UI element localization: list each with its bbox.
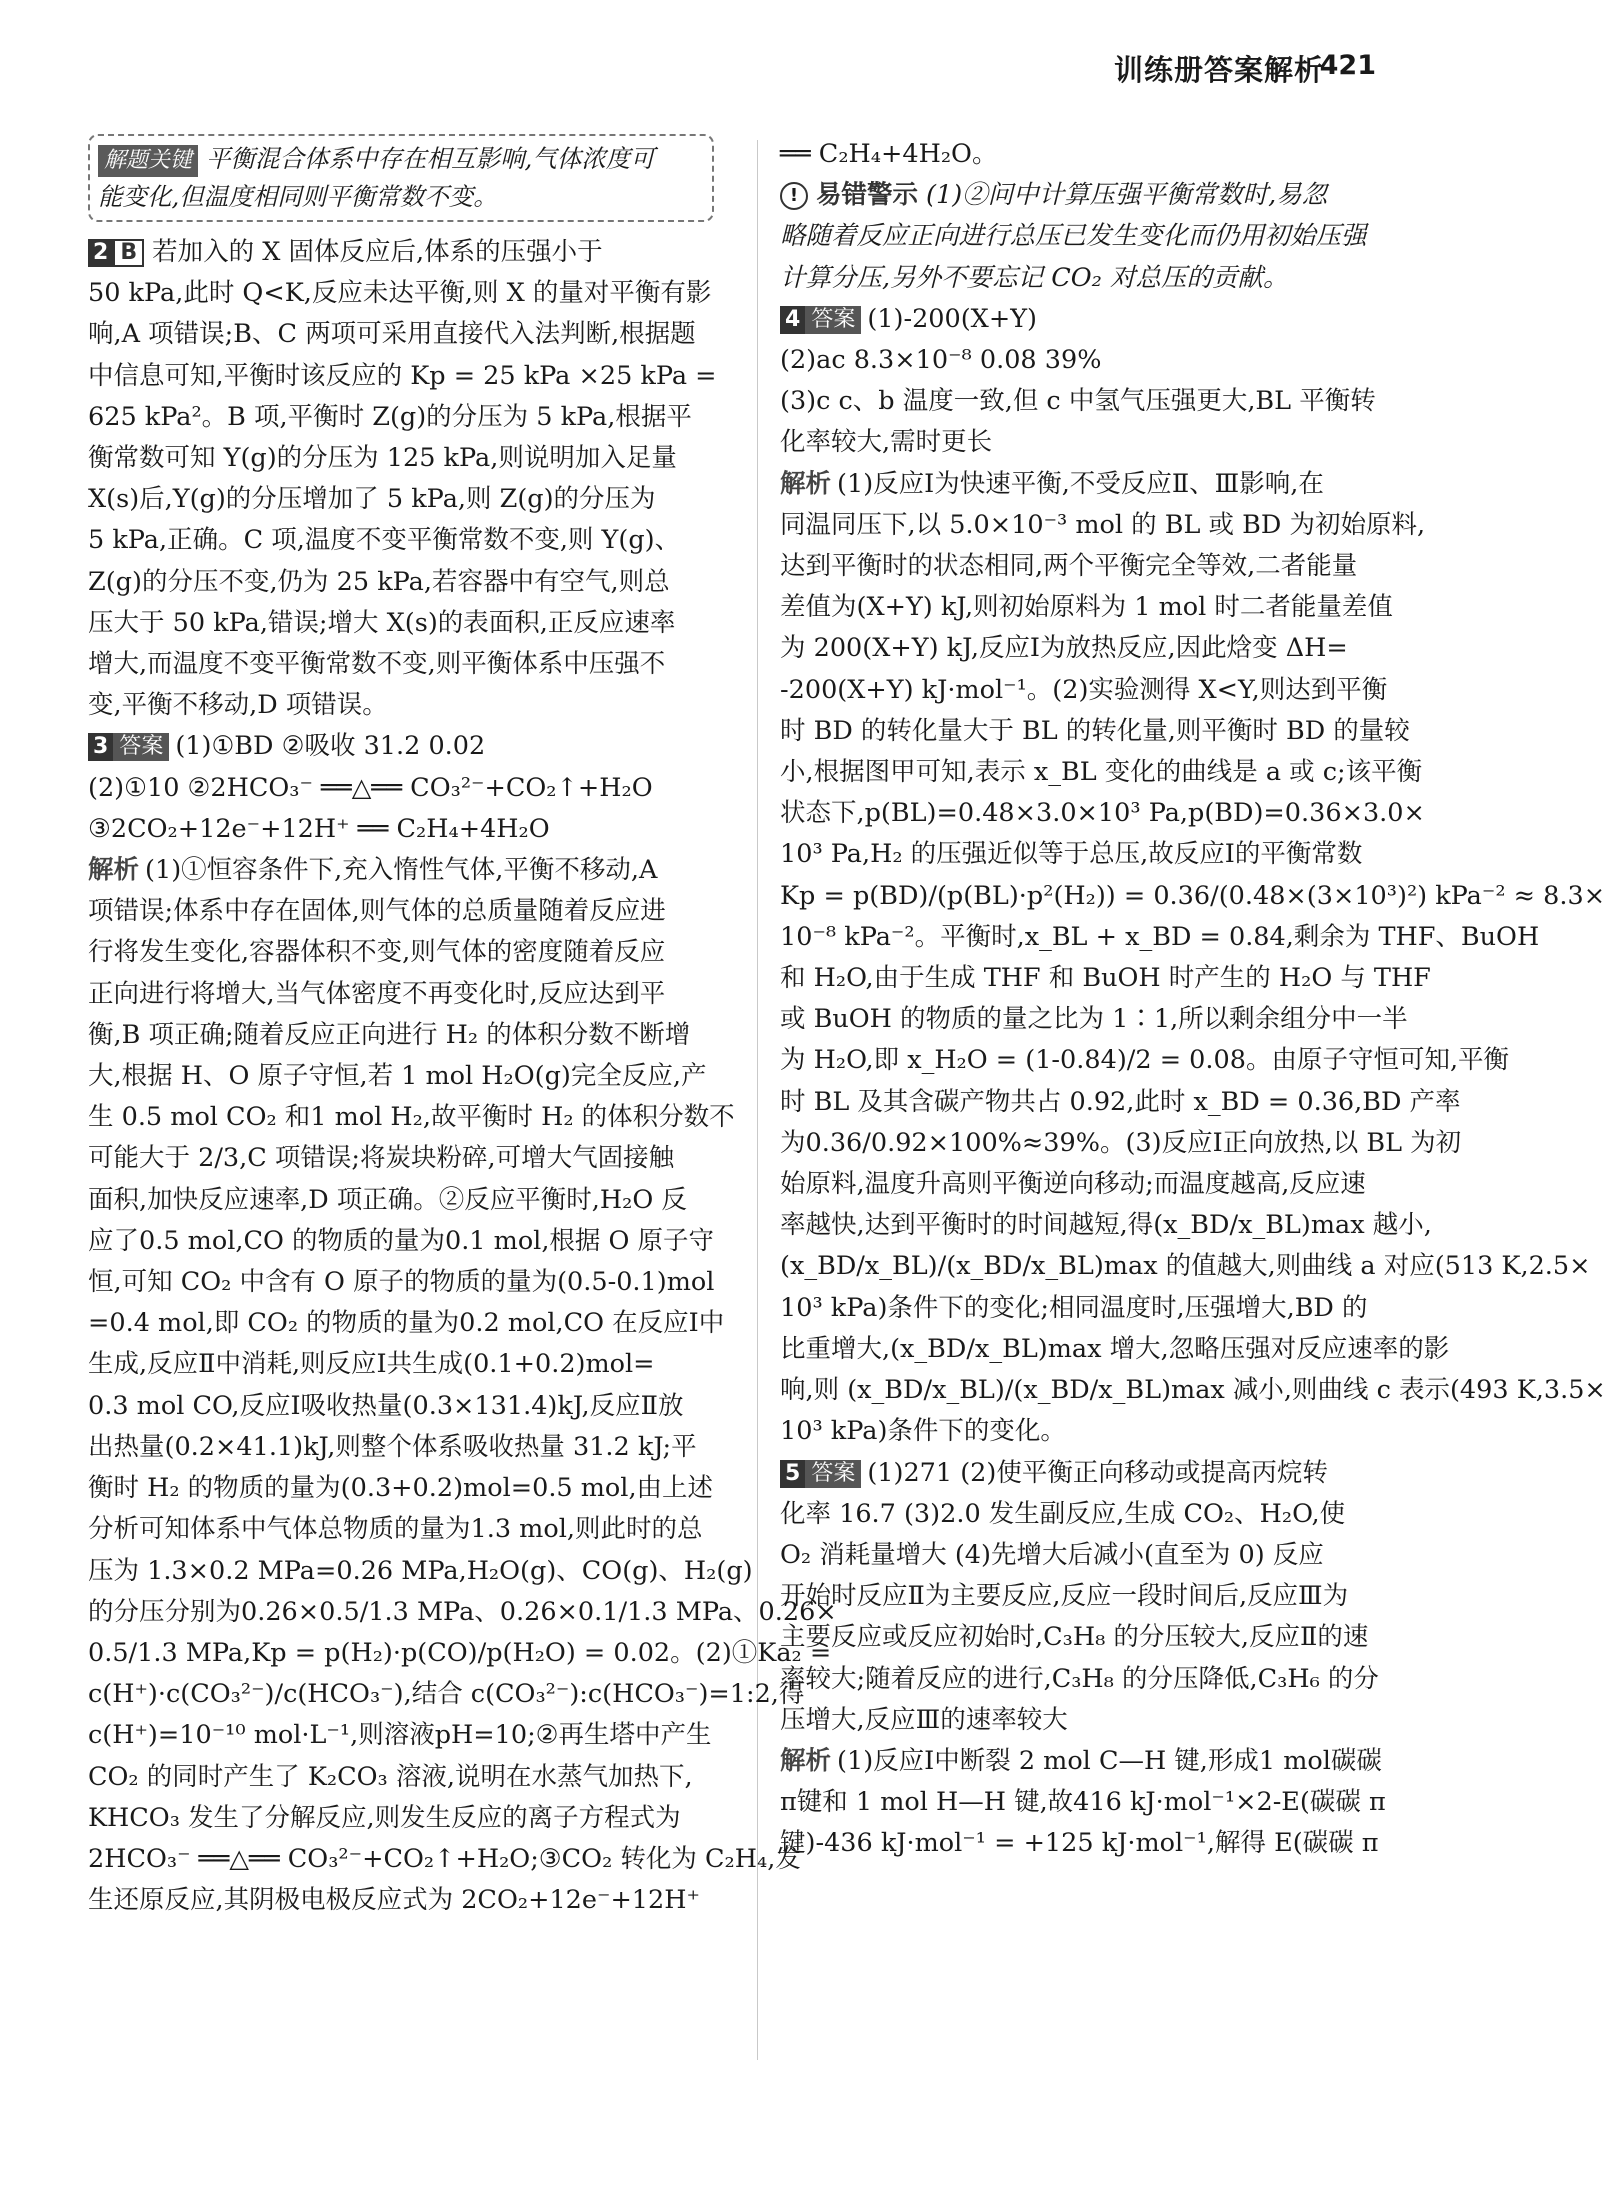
analysis-line: 应了0.5 mol,CO 的物质的量为0.1 mol,根据 O 原子守 xyxy=(88,1225,715,1256)
answer-letter: B xyxy=(113,239,144,267)
answer-label: 答案 xyxy=(113,733,169,761)
analysis-label: 解析 xyxy=(88,855,140,886)
analysis-line: 同温同压下,以 5.0×10⁻³ mol 的 BL 或 BD 为初始原料, xyxy=(780,509,1426,540)
analysis-line: =0.4 mol,即 CO₂ 的物质的量为0.2 mol,CO 在反应Ⅰ中 xyxy=(88,1308,725,1339)
text-line: 压大于 50 kPa,错误;增大 X(s)的表面积,正反应速率 xyxy=(88,607,676,638)
answer-line: O₂ 消耗量增大 (4)先增大后减小(直至为 0) 反应 xyxy=(780,1539,1324,1570)
text-line: 若加入的 X 固体反应后,体系的压强小于 xyxy=(152,237,603,267)
common-mistake-block xyxy=(780,175,1408,299)
analysis-line: 率越快,达到平衡时的时间越短,得(x_BD/x_BL)max 越小, xyxy=(780,1210,1432,1241)
question-number: 5 xyxy=(780,1460,805,1488)
analysis-line: 时 BD 的转化量大于 BL 的转化量,则平衡时 BD 的量较 xyxy=(780,715,1410,746)
tip-line: 平衡混合体系中存在相互影响,气体浓度可 xyxy=(206,144,655,173)
warning-icon: ! xyxy=(780,182,808,210)
right-column xyxy=(780,134,1606,1865)
analysis-line: KHCO₃ 发生了分解反应,则发生反应的离子方程式为 xyxy=(88,1802,681,1833)
key-tip-box xyxy=(88,134,714,222)
text-line: 衡常数可知 Y(g)的分压为 125 kPa,则说明加入足量 xyxy=(88,443,677,474)
analysis-line: 和 H₂O,由于生成 THF 和 BuOH 时产生的 H₂O 与 THF xyxy=(780,963,1431,994)
left-column xyxy=(88,134,837,1921)
answer-line: (1)①BD ②吸收 31.2 0.02 xyxy=(175,731,486,762)
analysis-line: 状态下,p(BL)=0.48×3.0×10³ Pa,p(BD)=0.36×3.0× xyxy=(780,798,1425,829)
question-3-block xyxy=(88,726,837,1921)
analysis-line: 的分压分别为0.26×0.5/1.3 MPa、0.26×0.1/1.3 MPa、0.26× xyxy=(88,1596,837,1627)
analysis-line: -200(X+Y) kJ·mol⁻¹。(2)实验测得 X<Y,则达到平衡 xyxy=(780,674,1388,705)
analysis-line: 始原料,温度升高则平衡逆向移动;而温度越高,反应速 xyxy=(780,1169,1366,1200)
analysis-line: 为 H₂O,即 x_H₂O = (1-0.84)/2 = 0.08。由原子守恒可知,平衡 xyxy=(780,1045,1510,1076)
analysis-line: 或 BuOH 的物质的量之比为 1∶1,所以剩余组分中一半 xyxy=(780,1004,1408,1035)
question-2-block xyxy=(88,232,717,726)
analysis-line: c(H⁺)·c(CO₃²⁻)/c(HCO₃⁻),结合 c(CO₃²⁻):c(HCO₃⁻)=1:2,得 xyxy=(88,1679,805,1710)
analysis-line: 2HCO₃⁻ ══△══ CO₃²⁻+CO₂↑+H₂O;③CO₂ 转化为 C₂H₄,发 xyxy=(88,1843,801,1874)
page-header xyxy=(0,0,1514,110)
warning-line: (1)②问中计算压强平衡常数时,易忽 xyxy=(926,180,1328,211)
tip-line: 能变化,但温度相同则平衡常数不变。 xyxy=(98,182,498,211)
text-line: 增大,而温度不变平衡常数不变,则平衡体系中压强不 xyxy=(88,649,666,680)
answer-label: 答案 xyxy=(805,1460,861,1488)
answer-line: 化率较大,需时更长 xyxy=(780,427,993,458)
text-line: 变,平衡不移动,D 项错误。 xyxy=(88,690,388,721)
answer-line: 压增大,反应Ⅲ的速率较大 xyxy=(780,1704,1068,1735)
analysis-line: 为 200(X+Y) kJ,反应Ⅰ为放热反应,因此焓变 ΔH= xyxy=(780,633,1348,664)
analysis-line: 0.5/1.3 MPa,Kp = p(H₂)·p(CO)/p(H₂O) = 0.02。(2)①Ka₂ = xyxy=(88,1637,832,1668)
analysis-line: 衡,B 项正确;随着反应正向进行 H₂ 的体积分数不断增 xyxy=(88,1019,691,1050)
analysis-line: 生成,反应Ⅱ中消耗,则反应Ⅰ共生成(0.1+0.2)mol= xyxy=(88,1349,655,1380)
text-line: 50 kPa,此时 Q<K,反应未达平衡,则 X 的量对平衡有影 xyxy=(88,278,712,309)
analysis-line: 项错误;体系中存在固体,则气体的总质量随着反应进 xyxy=(88,896,666,927)
question-number: 2 xyxy=(88,239,113,267)
text-line: X(s)后,Y(g)的分压增加了 5 kPa,则 Z(g)的分压为 xyxy=(88,484,656,515)
answer-line: (1)-200(X+Y) xyxy=(867,303,1037,334)
analysis-line: 10⁻⁸ kPa⁻²。平衡时,x_BL + x_BD = 0.84,剩余为 THF、BuOH xyxy=(780,921,1540,952)
analysis-line: 差值为(X+Y) kJ,则初始原料为 1 mol 时二者能量差值 xyxy=(780,592,1393,623)
question-4-block xyxy=(780,299,1606,1453)
question-number: 4 xyxy=(780,306,805,334)
answer-line: (3)c c、b 温度一致,但 c 中氢气压强更大,BL 平衡转 xyxy=(780,386,1376,417)
analysis-line: 比重增大,(x_BD/x_BL)max 增大,忽略压强对反应速率的影 xyxy=(780,1333,1450,1364)
analysis-line: 行将发生变化,容器体积不变,则气体的密度随着反应 xyxy=(88,937,666,968)
analysis-line: 出热量(0.2×41.1)kJ,则整个体系吸收热量 31.2 kJ;平 xyxy=(88,1431,697,1462)
answer-label: 答案 xyxy=(805,306,861,334)
analysis-line: π键和 1 mol H—H 键,故416 kJ·mol⁻¹×2-E(碳碳 π xyxy=(780,1787,1386,1818)
text-line: 625 kPa²。B 项,平衡时 Z(g)的分压为 5 kPa,根据平 xyxy=(88,401,692,432)
text-line: 响,A 项错误;B、C 两项可采用直接代入法判断,根据题 xyxy=(88,319,696,350)
analysis-line: (1)反应Ⅰ中断裂 2 mol C—H 键,形成1 mol碳碳 xyxy=(837,1745,1382,1776)
analysis-line: 达到平衡时的状态相同,两个平衡完全等效,二者能量 xyxy=(780,551,1358,582)
question-number: 3 xyxy=(88,733,113,761)
answer-line: 化率 16.7 (3)2.0 发生副反应,生成 CO₂、H₂O,使 xyxy=(780,1498,1346,1529)
analysis-line: 为0.36/0.92×100%≈39%。(3)反应Ⅰ正向放热,以 BL 为初 xyxy=(780,1127,1462,1158)
text-line: 5 kPa,正确。C 项,温度不变平衡常数不变,则 Y(g)、 xyxy=(88,525,681,556)
analysis-line: 0.3 mol CO,反应Ⅰ吸收热量(0.3×131.4)kJ,反应Ⅱ放 xyxy=(88,1390,684,1421)
answer-line: (2)①10 ②2HCO₃⁻ ══△══ CO₃²⁻+CO₂↑+H₂O xyxy=(88,772,653,803)
analysis-line: 键)-436 kJ·mol⁻¹ = +125 kJ·mol⁻¹,解得 E(碳碳 π xyxy=(780,1828,1379,1859)
answer-line: 主要反应或反应初始时,C₃H₈ 的分压较大,反应Ⅱ的速 xyxy=(780,1622,1369,1653)
text-line: 中信息可知,平衡时该反应的 Kp = 25 kPa ×25 kPa = xyxy=(88,360,717,391)
running-title: 训练册答案解析 xyxy=(1113,53,1324,87)
analysis-line: 衡时 H₂ 的物质的量为(0.3+0.2)mol=0.5 mol,由上述 xyxy=(88,1473,714,1504)
analysis-line: 时 BL 及其含碳产物共占 0.92,此时 x_BD = 0.36,BD 产率 xyxy=(780,1086,1461,1117)
analysis-line: 10³ Pa,H₂ 的压强近似等于总压,故反应Ⅰ的平衡常数 xyxy=(780,839,1363,870)
text-line: Z(g)的分压不变,仍为 25 kPa,若容器中有空气,则总 xyxy=(88,566,670,597)
analysis-line: 恒,可知 CO₂ 中含有 O 原子的物质的量为(0.5-0.1)mol xyxy=(88,1267,715,1298)
analysis-line: 小,根据图甲可知,表示 x_BL 变化的曲线是 a 或 c;该平衡 xyxy=(780,757,1423,788)
analysis-line: (1)①恒容条件下,充入惰性气体,平衡不移动,A xyxy=(145,855,658,886)
analysis-line: 10³ kPa)条件下的变化。 xyxy=(780,1416,1066,1447)
answer-line: ③2CO₂+12e⁻+12H⁺ ══ C₂H₄+4H₂O xyxy=(88,813,550,844)
analysis-line: 生 0.5 mol CO₂ 和1 mol H₂,故平衡时 H₂ 的体积分数不 xyxy=(88,1102,735,1133)
analysis-label: 解析 xyxy=(780,468,832,499)
analysis-line: 大,根据 H、O 原子守恒,若 1 mol H₂O(g)完全反应,产 xyxy=(88,1061,707,1092)
analysis-line: 响,则 (x_BD/x_BL)/(x_BD/x_BL)max 减小,则曲线 c 表示(493 K,3.5× xyxy=(780,1375,1606,1406)
analysis-line: 分析可知体系中气体总物质的量为1.3 mol,则此时的总 xyxy=(88,1514,703,1545)
analysis-line: 正向进行将增大,当气体密度不再变化时,反应达到平 xyxy=(88,978,666,1009)
analysis-line: (x_BD/x_BL)/(x_BD/x_BL)max 的值越大,则曲线 a 对应(513 K,2.5× xyxy=(780,1251,1591,1282)
analysis-line: 可能大于 2/3,C 项错误;将炭块粉碎,可增大气固接触 xyxy=(88,1143,675,1174)
analysis-label: 解析 xyxy=(780,1745,832,1776)
analysis-line: (1)反应Ⅰ为快速平衡,不受反应Ⅱ、Ⅲ影响,在 xyxy=(837,468,1324,499)
warning-line: 计算分压,另外不要忘记 CO₂ 对总压的贡献。 xyxy=(780,262,1289,293)
answer-line: 率较大;随着反应的进行,C₃H₈ 的分压降低,C₃H₆ 的分 xyxy=(780,1663,1379,1694)
analysis-line: Kp = p(BD)/(p(BL)·p²(H₂)) = 0.36/(0.48×(3×10³)²) kPa⁻² ≈ 8.3× xyxy=(780,880,1606,911)
warning-label: 易错警示 xyxy=(816,180,919,211)
column-divider xyxy=(757,140,758,2060)
analysis-line: CO₂ 的同时产生了 K₂CO₃ 溶液,说明在水蒸气加热下, xyxy=(88,1761,693,1792)
key-tip-label: 解题关键 xyxy=(98,145,198,177)
page-number: 421 xyxy=(1319,50,1376,81)
analysis-line: 生还原反应,其阴极电极反应式为 2CO₂+12e⁻+12H⁺ xyxy=(88,1885,700,1916)
warning-line: 略随着反应正向进行总压已发生变化而仍用初始压强 xyxy=(780,221,1367,252)
analysis-line: 10³ kPa)条件下的变化;相同温度时,压强增大,BD 的 xyxy=(780,1292,1368,1323)
question-5-block xyxy=(780,1453,1408,1865)
answer-line: (1)271 (2)使平衡正向移动或提高丙烷转 xyxy=(867,1457,1328,1488)
answer-line: 开始时反应Ⅱ为主要反应,反应一段时间后,反应Ⅲ为 xyxy=(780,1581,1349,1612)
analysis-line: c(H⁺)=10⁻¹⁰ mol·L⁻¹,则溶液pH=10;②再生塔中产生 xyxy=(88,1720,712,1751)
answer-line: (2)ac 8.3×10⁻⁸ 0.08 39% xyxy=(780,345,1102,376)
analysis-line: 面积,加快反应速率,D 项正确。②反应平衡时,H₂O 反 xyxy=(88,1184,687,1215)
continued-equation: ══ C₂H₄+4H₂O。 xyxy=(780,139,998,169)
analysis-line: 压为 1.3×0.2 MPa=0.26 MPa,H₂O(g)、CO(g)、H₂(g) xyxy=(88,1555,753,1586)
